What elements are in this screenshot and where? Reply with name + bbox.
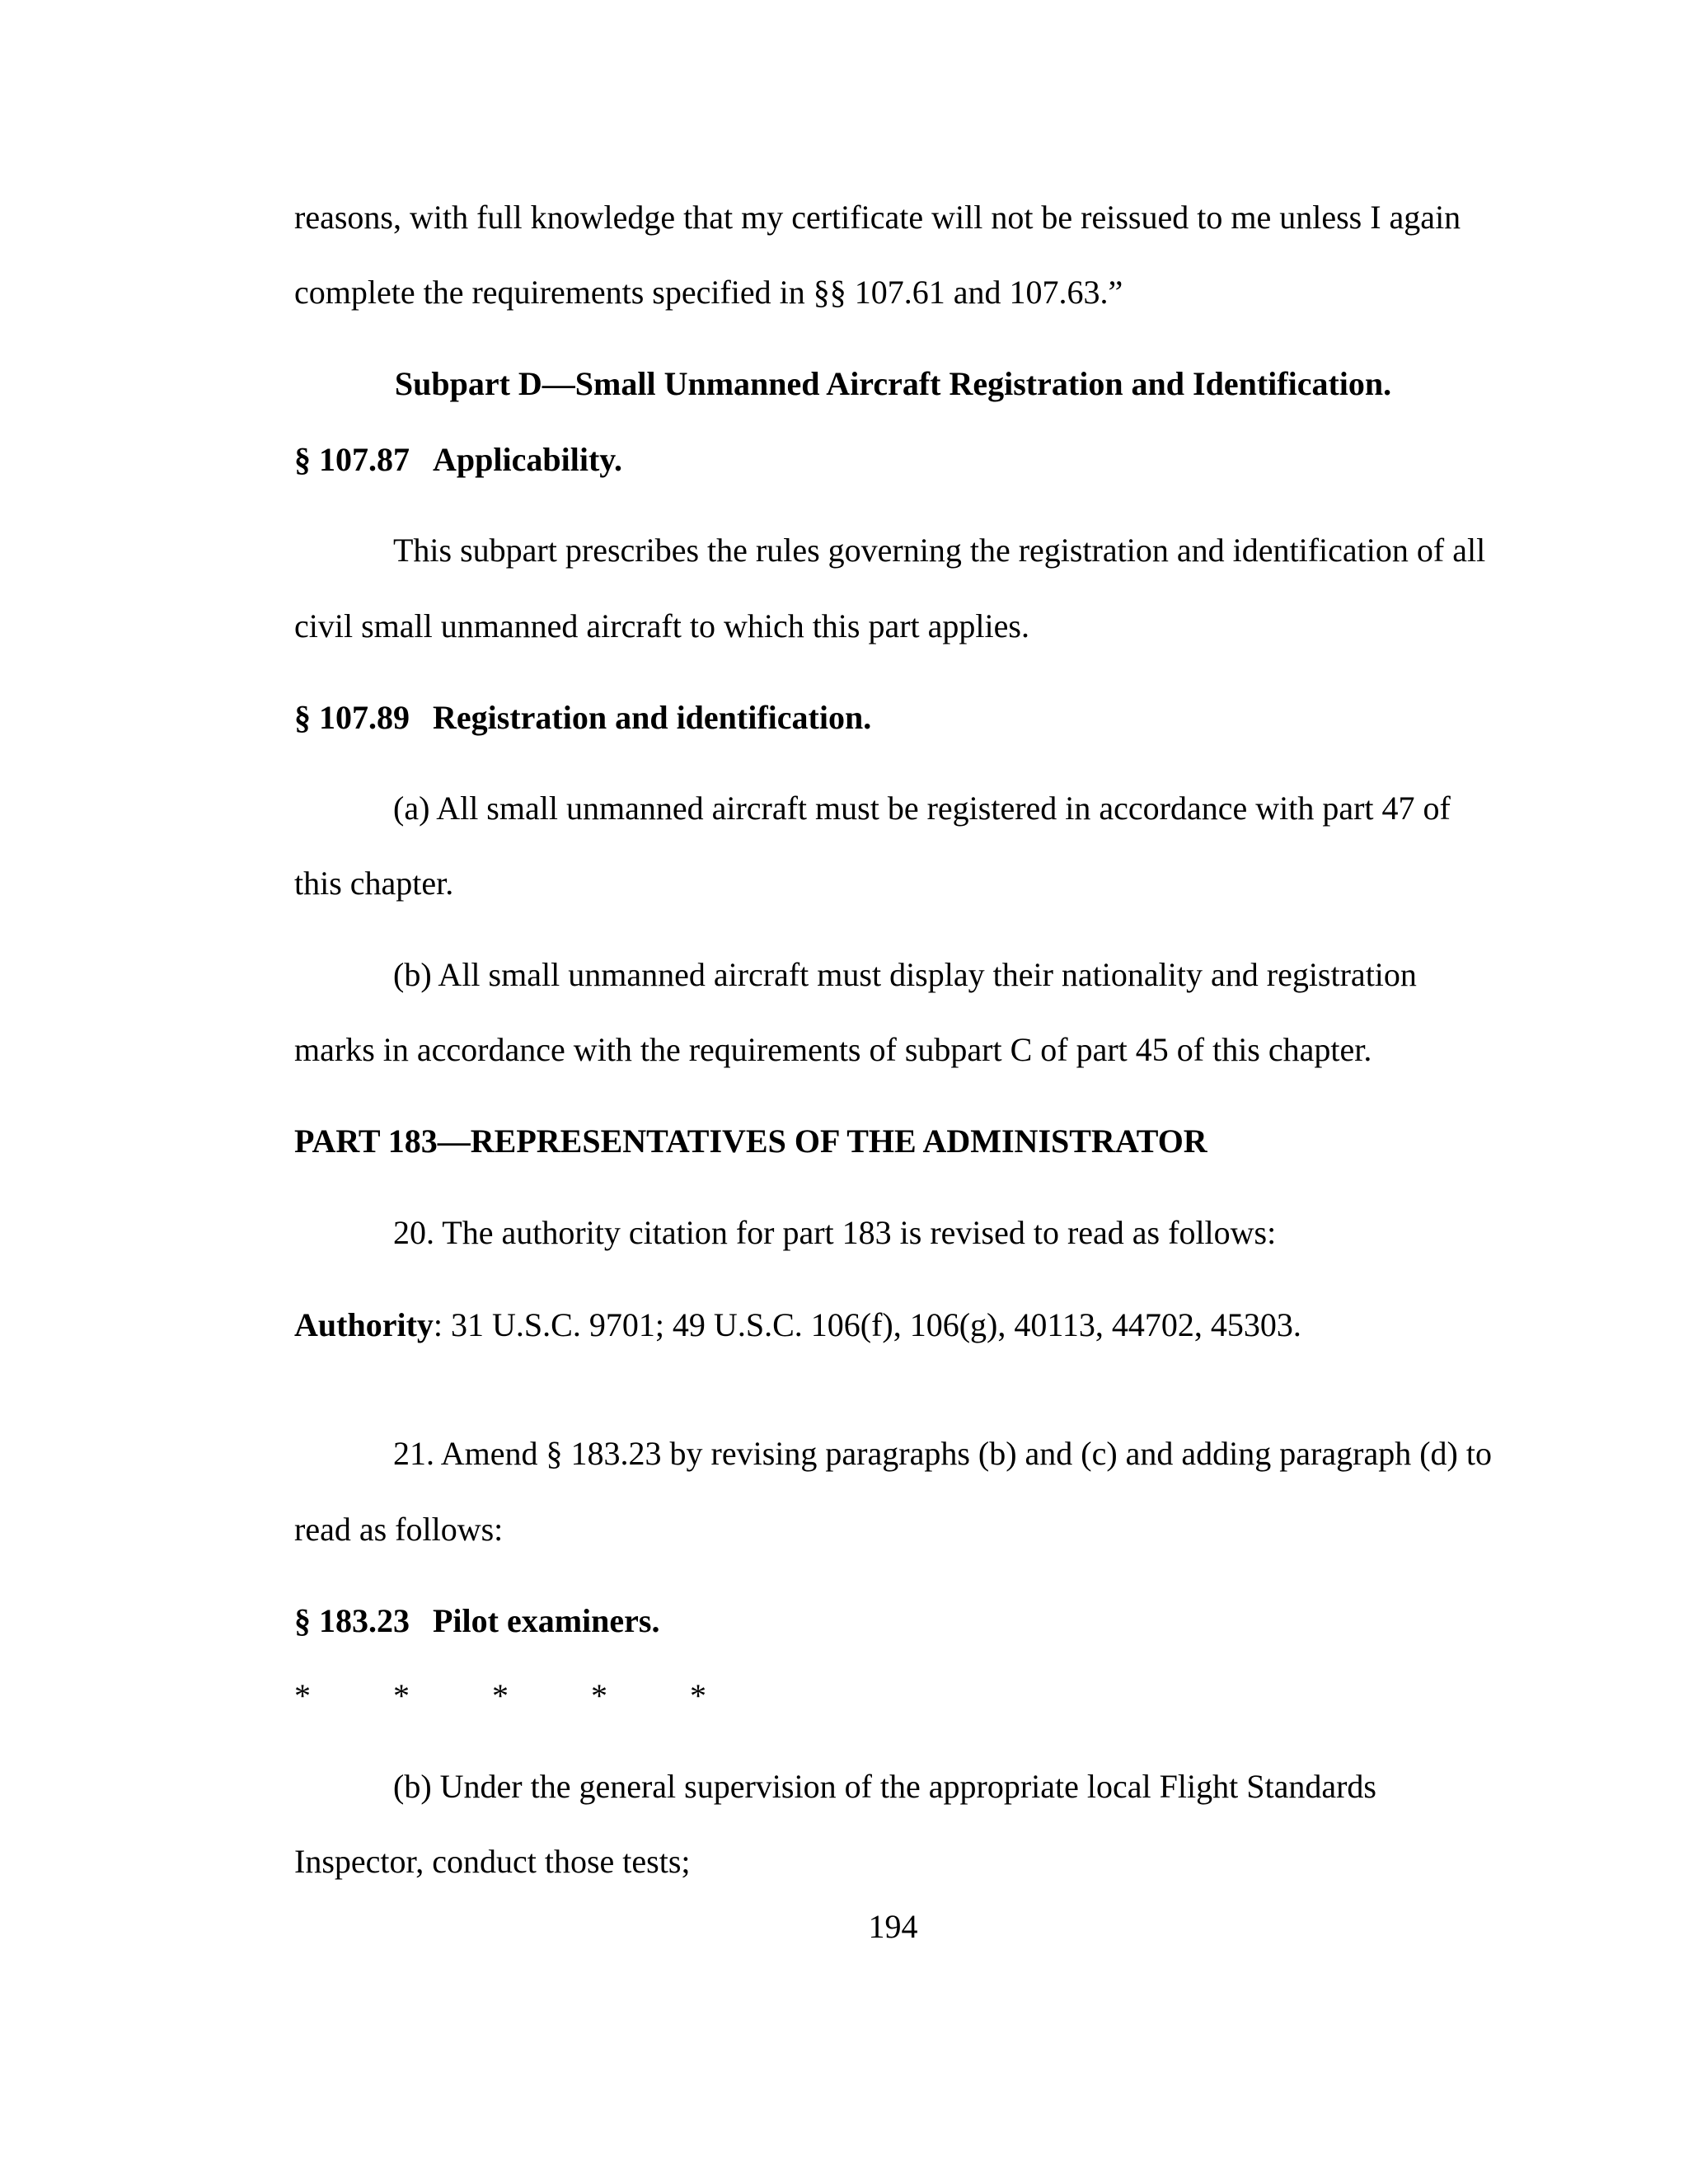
omission-star: *	[492, 1677, 509, 1714]
omission-star: *	[294, 1677, 311, 1714]
page-number: 194	[868, 1908, 918, 1945]
paragraph-line: this chapter.	[294, 865, 454, 902]
part-heading: PART 183—REPRESENTATIVES OF THE ADMINISTRATOR	[294, 1122, 1207, 1160]
authority-label: Authority	[294, 1306, 434, 1343]
paragraph-line: Inspector, conduct those tests;	[294, 1843, 691, 1880]
section-title: Registration and identification.	[433, 699, 872, 736]
section-number: § 183.23	[294, 1602, 410, 1639]
paragraph-line: 20. The authority citation for part 183 is revised to read as follows:	[393, 1214, 1277, 1251]
paragraph-line: read as follows:	[294, 1511, 504, 1548]
omission-star: *	[591, 1677, 607, 1714]
paragraph-line: marks in accordance with the requirements of subpart C of part 45 of this chapter.	[294, 1031, 1372, 1068]
section-title: Pilot examiners.	[433, 1602, 660, 1639]
section-number: § 107.87	[294, 441, 410, 478]
paragraph-line: civil small unmanned aircraft to which this part applies.	[294, 607, 1029, 644]
section-heading-183-23	[294, 1602, 660, 1639]
paragraph-line: (a) All small unmanned aircraft must be registered in accordance with part 47 of	[393, 790, 1451, 827]
section-heading-107-89	[294, 701, 871, 734]
paragraph-line: 21. Amend § 183.23 by revising paragraphs (b) and (c) and adding paragraph (d) to	[393, 1435, 1492, 1472]
paragraph-line: (b) Under the general supervision of the appropriate local Flight Standards	[393, 1768, 1376, 1805]
paragraph-line: reasons, with full knowledge that my certificate will not be reissued to me unless I again	[294, 199, 1461, 236]
paragraph-line: (b) All small unmanned aircraft must display their nationality and registration	[393, 956, 1417, 993]
authority-line	[294, 1306, 1301, 1343]
subpart-heading: Subpart D—Small Unmanned Aircraft Registration and Identification.	[394, 365, 1392, 402]
section-heading-107-87	[294, 443, 622, 476]
authority-text: : 31 U.S.C. 9701; 49 U.S.C. 106(f), 106(g), 40113, 44702, 45303.	[433, 1306, 1301, 1343]
paragraph-line: This subpart prescribes the rules governing the registration and identification of all	[393, 532, 1486, 569]
section-title: Applicability.	[433, 441, 623, 478]
section-number: § 107.89	[294, 699, 410, 736]
omission-stars	[294, 1677, 706, 1714]
paragraph-line: complete the requirements specified in §§ 107.61 and 107.63.”	[294, 274, 1123, 311]
omission-star: *	[393, 1677, 410, 1714]
omission-star: *	[690, 1677, 706, 1714]
